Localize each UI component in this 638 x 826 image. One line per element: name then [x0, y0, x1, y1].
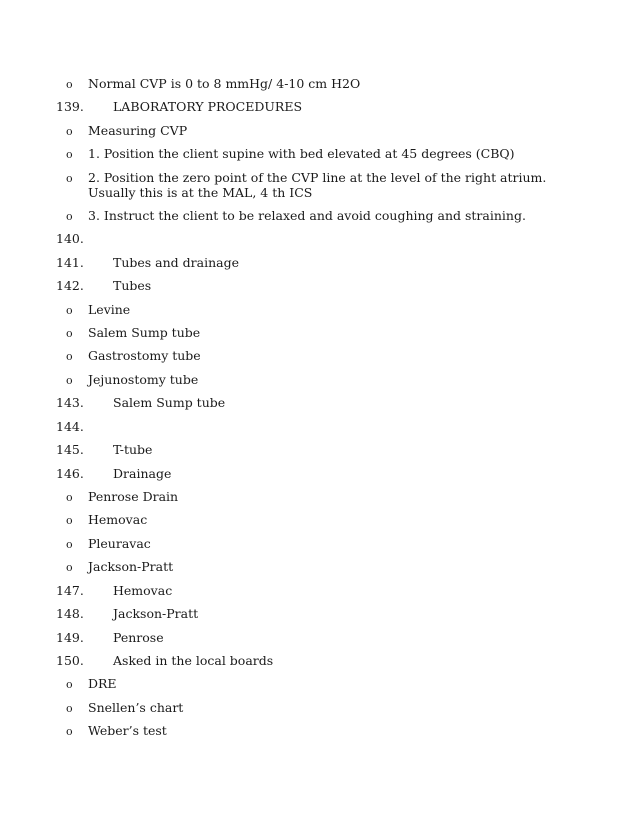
item-text: Asked in the local boards: [113, 653, 274, 668]
bullet-text: Penrose Drain: [88, 489, 179, 504]
item-text: T-tube: [113, 442, 153, 457]
bullet-text: Pleuravac: [88, 536, 151, 551]
item-number: 149.: [56, 630, 84, 645]
bullet-text: 1. Position the client supine with bed elevated at 45 degrees (CBQ): [88, 146, 515, 161]
bullet-text: Gastrostomy tube: [88, 348, 201, 363]
bullet-text: Salem Sump tube: [88, 325, 201, 340]
item-number: 147.: [56, 583, 84, 598]
bullet-text: Hemovac: [88, 512, 148, 527]
bullet-text: Jackson-Pratt: [88, 559, 174, 574]
item-number: 142.: [56, 278, 84, 293]
bullet-marker: o: [66, 374, 73, 387]
bullet-text: DRE: [88, 676, 117, 691]
bullet-marker: o: [66, 702, 73, 715]
item-text: Penrose: [113, 630, 164, 645]
bullet-text: Normal CVP is 0 to 8 mmHg/ 4-10 cm H2O: [88, 76, 361, 91]
bullet-text: Jejunostomy tube: [88, 372, 199, 387]
bullet-text: Levine: [88, 302, 131, 317]
item-number: 150.: [56, 653, 84, 668]
bullet-marker: o: [66, 304, 73, 317]
item-number: 146.: [56, 466, 84, 481]
item-text: Drainage: [113, 466, 172, 481]
bullet-marker: o: [66, 725, 73, 738]
bullet-marker: o: [66, 678, 73, 691]
bullet-marker: o: [66, 125, 73, 138]
bullet-marker: o: [66, 491, 73, 504]
item-text: Hemovac: [113, 583, 173, 598]
bullet-marker: o: [66, 514, 73, 527]
bullet-marker: o: [66, 172, 73, 185]
item-number: 148.: [56, 606, 84, 621]
item-text: Jackson-Pratt: [113, 606, 199, 621]
bullet-marker: o: [66, 561, 73, 574]
bullet-marker: o: [66, 350, 73, 363]
bullet-marker: o: [66, 327, 73, 340]
item-text: LABORATORY PROCEDURES: [113, 99, 303, 114]
bullet-text: Weber’s test: [88, 723, 167, 738]
bullet-marker: o: [66, 78, 73, 91]
item-number: 143.: [56, 395, 84, 410]
item-number: 141.: [56, 255, 84, 270]
item-number: 144.: [56, 419, 84, 434]
bullet-marker: o: [66, 148, 73, 161]
bullet-marker: o: [66, 538, 73, 551]
item-number: 139.: [56, 99, 84, 114]
item-text: Tubes and drainage: [113, 255, 239, 270]
item-number: 145.: [56, 442, 84, 457]
item-text: Salem Sump tube: [113, 395, 226, 410]
bullet-text: 2. Position the zero point of the CVP line at the level of the right atrium. Usually this is at the MAL, 4 th ICS: [88, 170, 547, 200]
bullet-marker: o: [66, 210, 73, 223]
item-number: 140.: [56, 231, 84, 246]
item-text: Tubes: [113, 278, 152, 293]
bullet-text: Snellen’s chart: [88, 700, 184, 715]
bullet-text: 3. Instruct the client to be relaxed and avoid coughing and straining.: [88, 208, 526, 223]
bullet-text: Measuring CVP: [88, 123, 188, 138]
